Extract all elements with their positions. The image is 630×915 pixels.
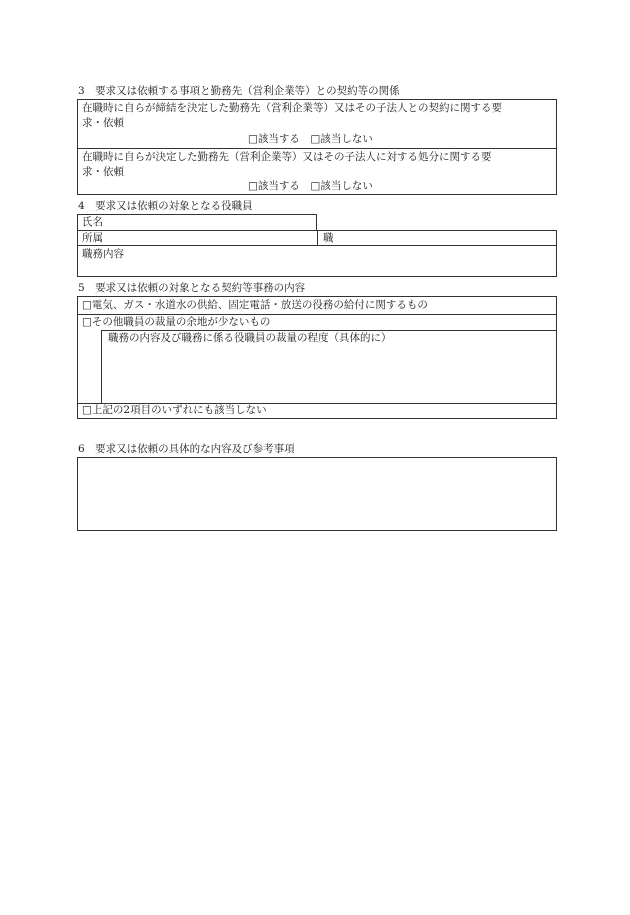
row2-text-line2: 求・依頼 — [82, 166, 124, 178]
row1-text-line2: 求・依頼 — [82, 117, 124, 129]
row-divider — [78, 148, 556, 149]
detail-left-border — [101, 330, 102, 403]
section6-heading: 6 要求又は依頼の具体的な内容及び参考事項 — [78, 443, 295, 455]
section3-heading: 3 要求又は依頼する事項と勤務先（営利企業等）との契約等の関係 — [78, 85, 400, 97]
duties-label: 職務内容 — [82, 248, 124, 260]
position-label: 職 — [323, 232, 334, 244]
column-divider — [317, 231, 318, 245]
option-low-discretion-detail: 職務の内容及び職務に係る役職員の裁量の程度（具体的に） — [108, 332, 392, 344]
name-label: 氏名 — [82, 216, 103, 228]
section5-heading: 5 要求又は依頼の対象となる契約等事務の内容 — [78, 282, 306, 294]
row2-text-line1: 在職時に自らが決定した勤務先（営利企業等）又はその子法人に対する処分に関する要 — [82, 151, 492, 163]
option-none[interactable]: □上記の2項目のいずれにも該当しない — [82, 404, 267, 416]
affiliation-label: 所属 — [82, 232, 103, 244]
option-utilities[interactable]: □電気、ガス・水道水の供給、固定電話・放送の役務の給付に関するもの — [82, 299, 428, 311]
row-divider — [78, 314, 556, 315]
row1-options[interactable]: □該当する □該当しない — [248, 133, 373, 145]
section3-table — [77, 99, 557, 195]
duties-cell[interactable] — [77, 245, 557, 277]
section4-heading: 4 要求又は依頼の対象となる役職員 — [78, 200, 253, 212]
row1-text-line1: 在職時に自らが締結を決定した勤務先（営利企業等）又はその子法人との契約に関する要 — [82, 102, 502, 114]
option-low-discretion[interactable]: □その他職員の裁量の余地が少ないもの — [82, 316, 271, 328]
row2-options[interactable]: □該当する □該当しない — [248, 180, 373, 192]
detail-top-border — [101, 330, 556, 331]
details-box[interactable] — [77, 457, 557, 531]
name-cell[interactable] — [77, 214, 317, 231]
section5-table — [77, 296, 557, 419]
affiliation-row — [77, 230, 557, 246]
